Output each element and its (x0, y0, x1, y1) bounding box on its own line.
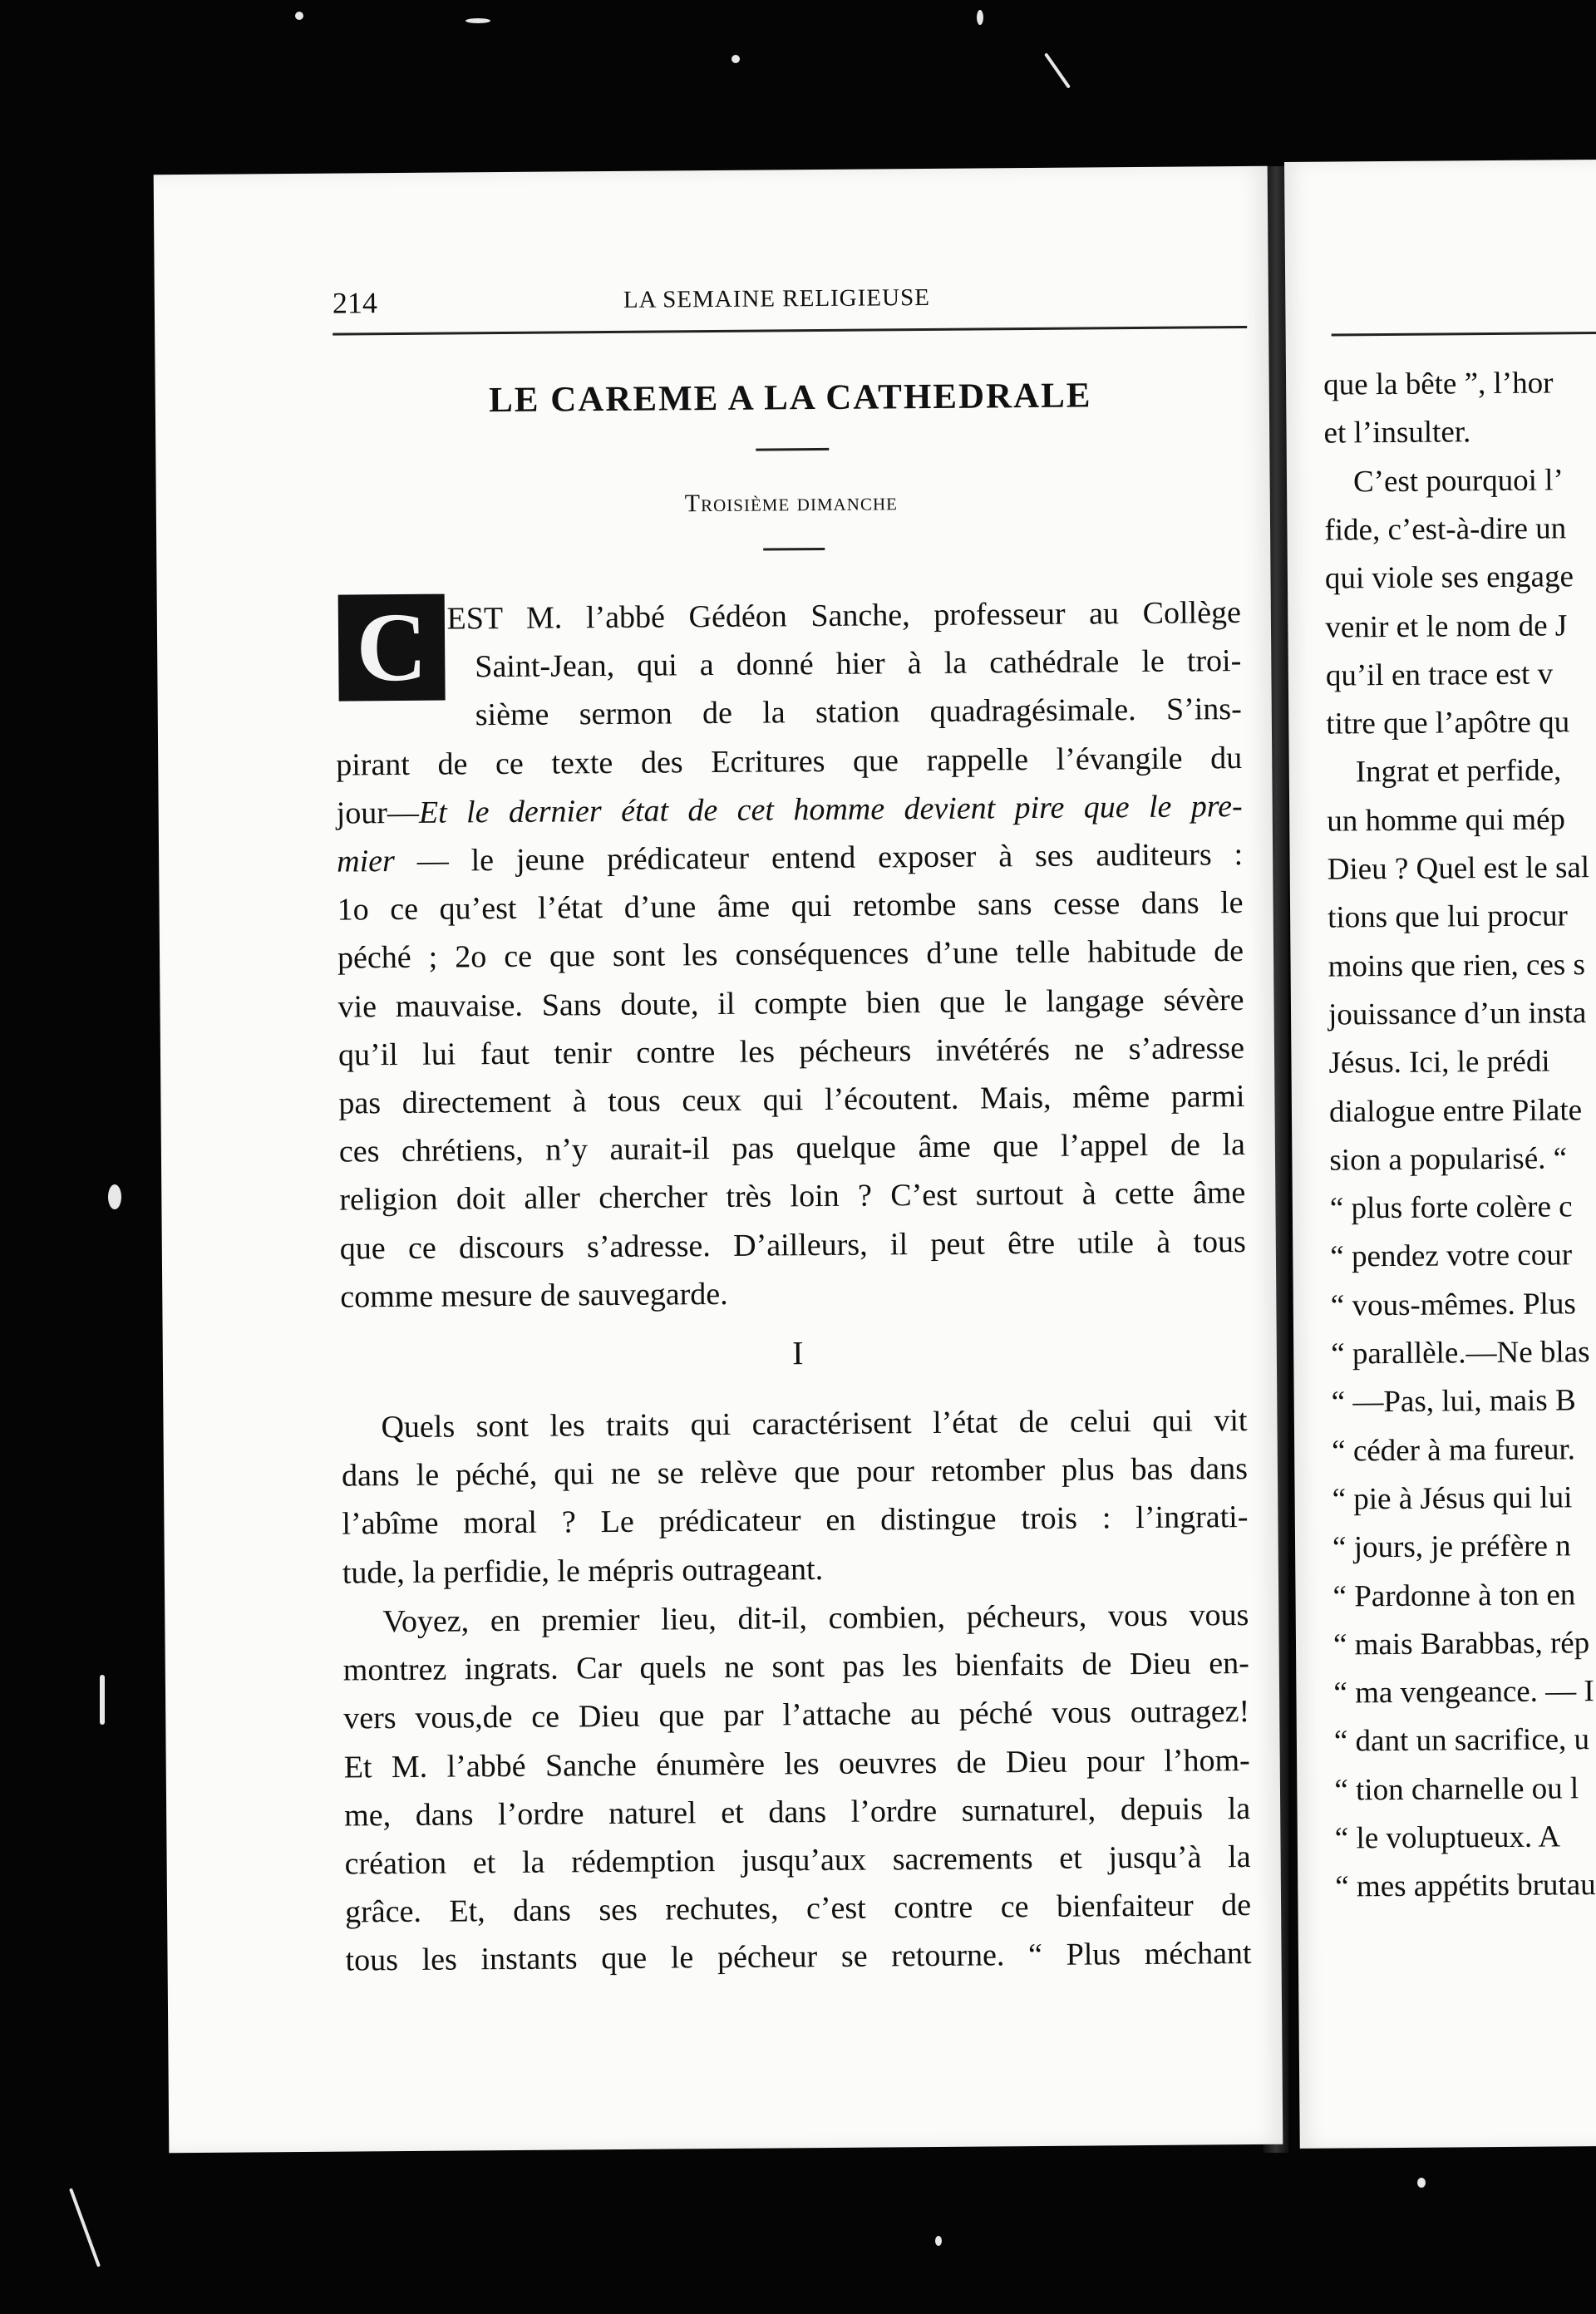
text-line: un homme qui mép (1327, 802, 1566, 839)
text-line: “ plus forte colère c (1329, 1189, 1573, 1226)
dust-speck (977, 10, 983, 25)
text-line: me, dans l’ordre naturel et dans l’ordre surnaturel, depuis la (344, 1790, 1251, 1834)
text-line: comme mesure de sauvegarde. (340, 1276, 728, 1315)
text-line: 1o ce qu’est l’état d’une âme qui retombe sans cesse dans le (337, 885, 1244, 928)
text-line: Voyez, en premier lieu, dit-il, combien, pécheurs, vous vous (382, 1598, 1249, 1640)
text-line: moins que rien, ces s (1328, 947, 1586, 984)
text-line: qu’il lui faut tenir contre les pécheurs invétérés ne s’adresse (337, 1030, 1245, 1073)
dust-speck (69, 2188, 101, 2267)
dust-speck (108, 1184, 121, 1209)
left-page (154, 166, 1283, 2153)
dust-speck (935, 2236, 942, 2246)
text-line: montrez ingrats. Car quels ne sont pas les bienfaits de Dieu en- (342, 1646, 1249, 1688)
running-header (332, 278, 1239, 320)
scripture-quote: Et le dernier état de cet homme devient pire que le pre- (418, 788, 1243, 830)
text-line: titre que l’apôtre qu (1326, 705, 1570, 741)
text-line: “ pendez votre cour (1330, 1238, 1573, 1274)
header-rule (1332, 331, 1596, 336)
text-line: religion doit aller chercher très loin ? C’est surtout à cette âme (339, 1175, 1246, 1218)
dust-speck (1044, 52, 1071, 88)
text-line: tous les instants que le pécheur se retourne. “ Plus méchant (345, 1936, 1252, 1978)
text-line: création et la rédemption jusqu’aux sacrements et jusqu’à la (344, 1839, 1251, 1882)
text-line: dans le péché, qui ne se relève que pour retomber plus bas dans (341, 1451, 1249, 1494)
text-line: l’abîme moral ? Le prédicateur en distingue trois : l’ingrati- (342, 1499, 1249, 1542)
text-line: péché ; 2o ce que sont les conséquences d’une telle habitude de (337, 933, 1244, 976)
article-title: LE CAREME A LA CATHEDRALE (488, 376, 1092, 421)
text-line: “ parallèle.—Ne blas (1331, 1335, 1590, 1371)
text-line: mier — le jeune prédicateur entend exposer à ses auditeurs : (337, 837, 1244, 879)
dust-speck (732, 55, 740, 63)
text-line: “ jours, je préfère n (1332, 1529, 1571, 1565)
text-line: tions que lui procur (1327, 899, 1569, 935)
text-line: Quels sont les traits qui caractérisent l’état de celui qui vit (381, 1403, 1248, 1445)
text-line: “ dant un sacrifice, u (1333, 1722, 1590, 1759)
text-line: que la bête ”, l’hor (1323, 366, 1554, 402)
text-line: sion a popularisé. “ (1329, 1141, 1568, 1178)
page-number: 214 (332, 286, 378, 320)
text-line: qui viole ses engage (1324, 559, 1574, 596)
text-line: que ce discours s’adresse. D’ailleurs, il peut être utile à tous (339, 1223, 1246, 1267)
text-line: Jésus. Ici, le prédi (1328, 1044, 1550, 1081)
text-line: qu’il en trace est v (1325, 657, 1554, 693)
text-line: et l’insulter. (1323, 415, 1471, 450)
text-line: “ vous-mêmes. Plus (1330, 1286, 1576, 1323)
text-line: Et M. l’abbé Sanche énumère les oeuvres de Dieu pour l’hom- (343, 1742, 1250, 1785)
dust-speck (1417, 2178, 1426, 2188)
subtitle-rule (763, 548, 825, 551)
text-line: vers vous,de ce Dieu que par l’attache au péché vous outragez! (343, 1694, 1250, 1736)
header-rule (332, 326, 1247, 336)
text-line: “ pie à Jésus qui lui (1332, 1480, 1573, 1517)
text-line: “ mais Barabbas, rép (1332, 1625, 1590, 1662)
text-line: pirant de ce texte des Ecritures que rappelle l’évangile du (336, 740, 1243, 783)
text-line: vie mauvaise. Sans doute, il compte bien que le langage sévère (337, 982, 1244, 1025)
text-line: “ —Pas, lui, mais B (1331, 1383, 1576, 1420)
scripture-quote: mier (337, 844, 395, 879)
text-line: sième sermon de la station quadragésimale. S’ins- (475, 692, 1242, 733)
text-line: “ tion charnelle ou l (1334, 1770, 1579, 1808)
dust-speck (295, 12, 303, 20)
text-line: “ Pardonne à ton en (1332, 1577, 1576, 1614)
text-line: “ ma vengeance. — I (1333, 1674, 1594, 1711)
text-line: “ mes appétits brutau (1335, 1868, 1596, 1904)
text-line: Saint-Jean, qui a donné hier à la cathédrale le troi- (475, 643, 1242, 685)
right-page-text (1284, 160, 1596, 1904)
text-line: “ céder à ma fureur. (1332, 1431, 1576, 1469)
text-line: ’EST M. l’abbé Gédéon Sanche, professeur au Collège (436, 595, 1242, 637)
text-line: Dieu ? Quel est le sal (1327, 850, 1590, 887)
text-line: fide, c’est-à-dire un (1324, 511, 1567, 548)
dust-speck (100, 1675, 105, 1725)
text-line: jouissance d’un insta (1328, 996, 1587, 1032)
right-page (1284, 160, 1596, 2149)
dust-speck (466, 18, 490, 23)
article-subtitle: Troisième dimanche (684, 488, 899, 518)
text-line: tude, la perfidie, le mépris outrageant. (342, 1551, 824, 1591)
section-number: I (791, 1334, 804, 1372)
text-line: jour—Et le dernier état de cet homme devient pire que le pre- (336, 788, 1243, 831)
text-line: venir et le nom de J (1325, 608, 1568, 645)
drop-cap: C (338, 594, 446, 702)
text-line: grâce. Et, dans ses rechutes, c’est contre ce bienfaiteur de (344, 1888, 1252, 1930)
text-line: “ le voluptueux. A (1334, 1819, 1561, 1856)
running-title: LA SEMAINE RELIGIEUSE (623, 283, 930, 313)
text-line: ces chrétiens, n’y aurait-il pas quelque âme que l’appel de la (338, 1127, 1246, 1169)
text-line: pas directement à tous ceux qui l’écoutent. Mais, même parmi (338, 1079, 1245, 1121)
text-line: Ingrat et perfide, (1355, 753, 1562, 790)
text-line: dialogue entre Pilate (1328, 1092, 1583, 1130)
title-rule (756, 448, 829, 451)
text-line: C’est pourquoi l’ (1352, 462, 1564, 499)
